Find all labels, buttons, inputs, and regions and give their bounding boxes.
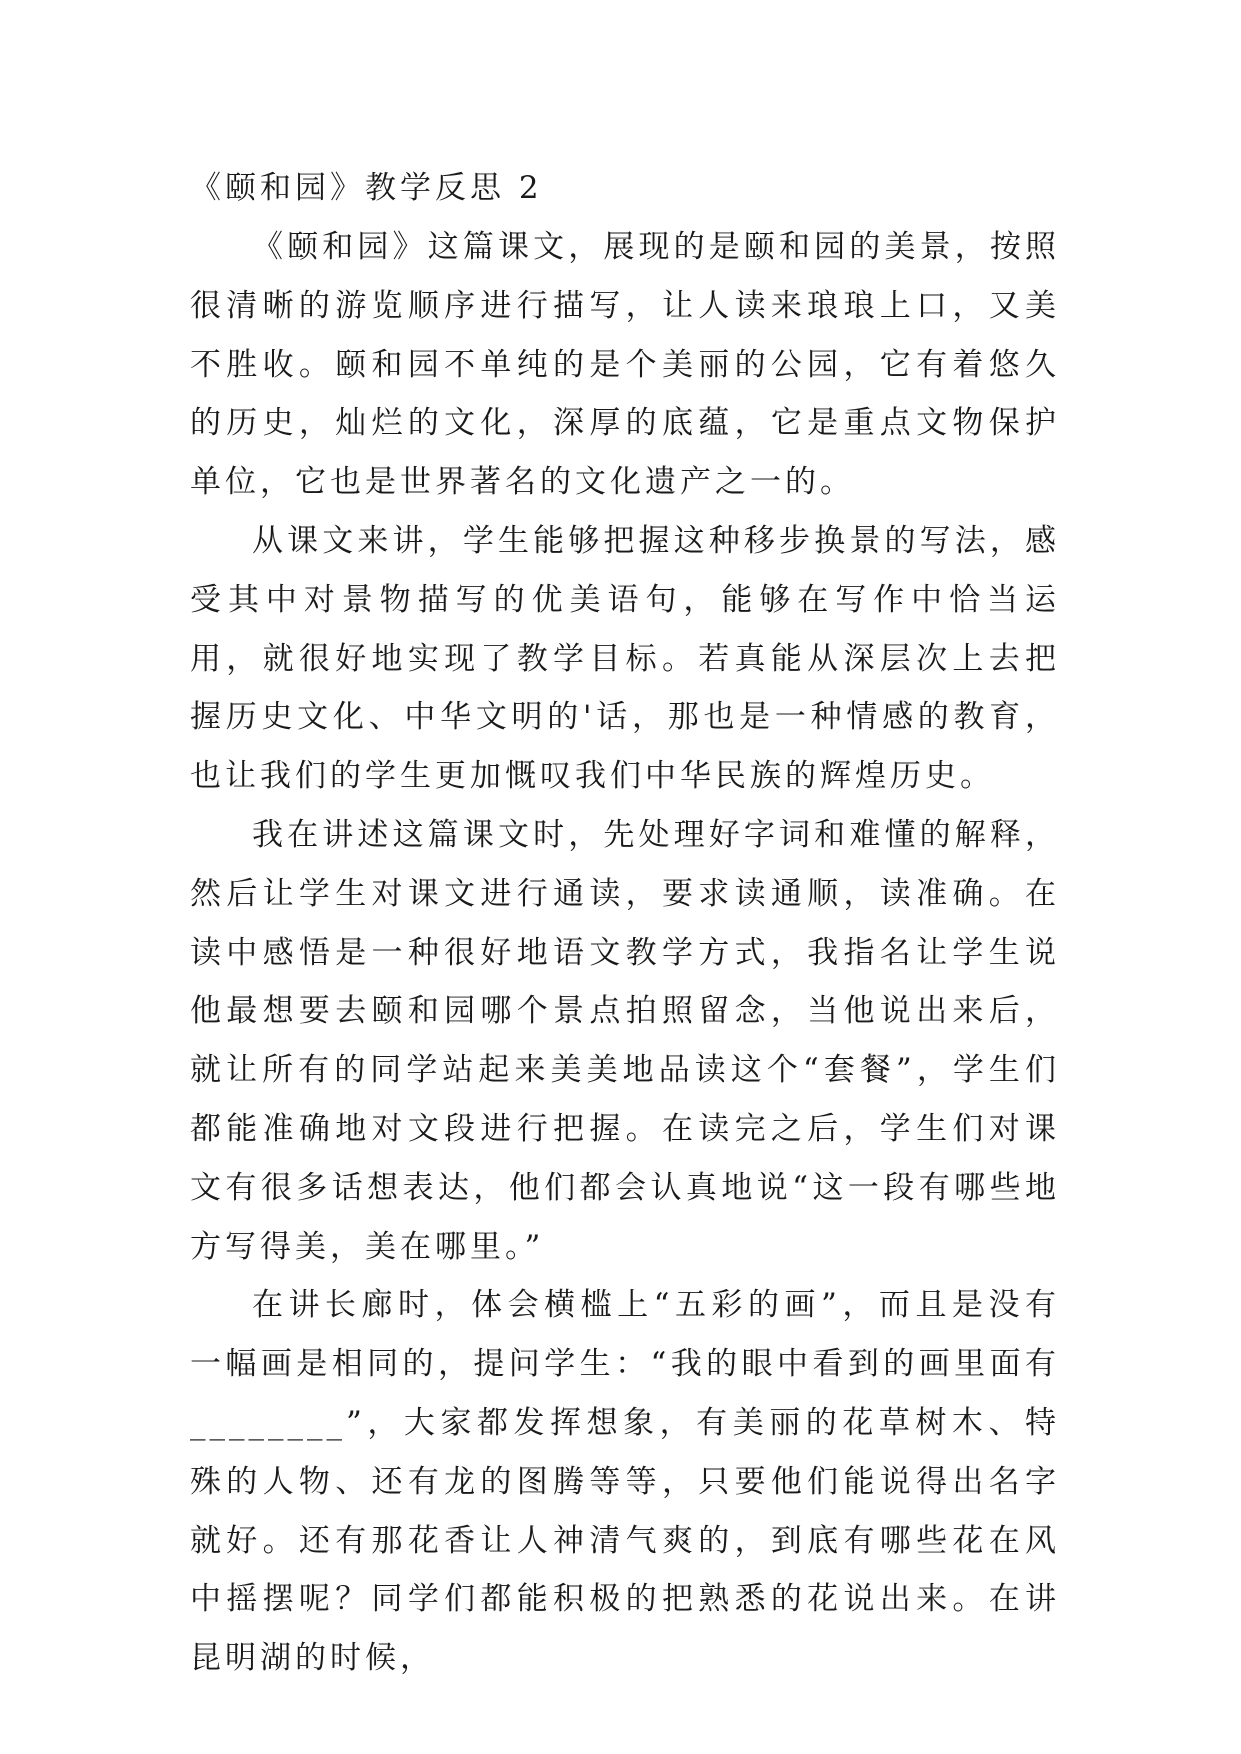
document-body bbox=[190, 158, 1060, 1688]
paragraph-2: 从课文来讲，学生能够把握这种移步换景的写法，感受其中对景物描写的优美语句，能够在写作中恰当运用，就很好地实现了教学目标。若真能从深层次上去把握历史文化、中华文明的'话，那也是一种情感的教育，也让我们的学生更加慨叹我们中华民族的辉煌历史。 bbox=[190, 522, 1060, 795]
paragraph-3: 我在讲述这篇课文时，先处理好字词和难懂的解释，然后让学生对课文进行通读，要求读通顺，读准确。在读中感悟是一种很好地语文教学方式，我指名让学生说他最想要去颐和园哪个景点拍照留念，当他说出来后，就让所有的同学站起来美美地品读这个“套餐”，学生们都能准确地对文段进行把握。在读完之后，学生们对课文有很多话想表达，他们都会认真地说“这一段有哪些地方写得美，美在哪里。” bbox=[190, 816, 1060, 1265]
paragraph-1: 《颐和园》这篇课文，展现的是颐和园的美景，按照很清晰的游览顺序进行描写，让人读来琅琅上口，又美不胜收。颐和园不单纯的是个美丽的公园，它有着悠久的历史，灿烂的文化，深厚的底蕴，它是重点文物保护单位，它也是世界著名的文化遗产之一的。 bbox=[190, 229, 1060, 501]
document-title: 《颐和园》教学反思 2 bbox=[190, 170, 543, 206]
paragraph-4: 在讲长廊时，体会横槛上“五彩的画”，而且是没有一幅画是相同的，提问学生：“我的眼中看到的画里面有________”，大家都发挥想象，有美丽的花草树木、特殊的人物、还有龙的图腾等等，只要他们能说得出名字就好。还有那花香让人神清气爽的，到底有哪些花在风中摇摆呢？同学们都能积极的把熟悉的花说出来。在讲昆明湖的时候， bbox=[190, 1287, 1060, 1677]
